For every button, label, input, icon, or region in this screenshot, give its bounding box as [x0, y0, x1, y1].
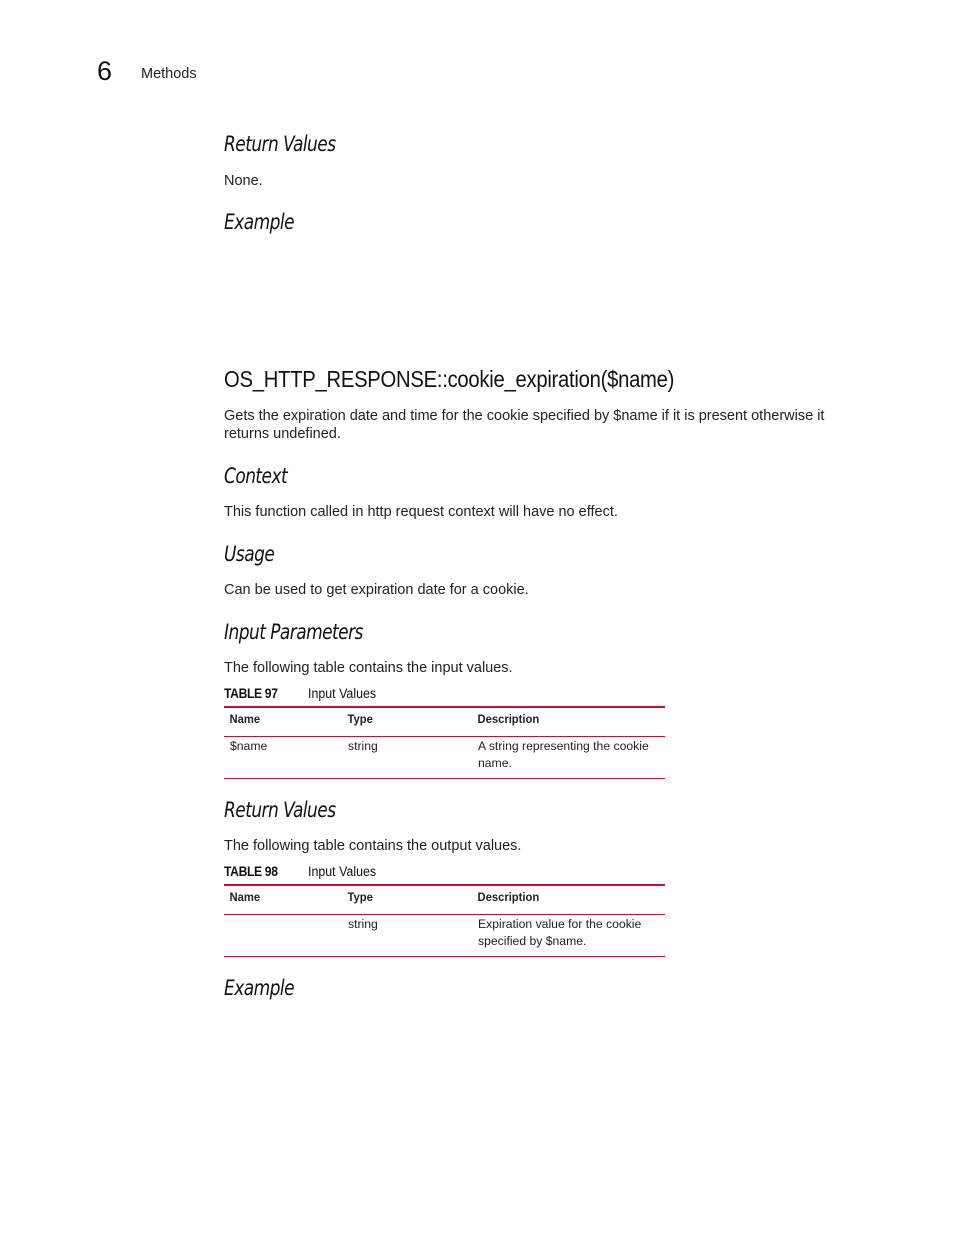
- input-parameters-heading: Input Parameters: [224, 620, 363, 644]
- chapter-title: Methods: [141, 66, 197, 82]
- table-97-title: Input Values: [308, 686, 377, 701]
- method-title: OS_HTTP_RESPONSE::cookie_expiration($name): [224, 366, 675, 392]
- table-row: [224, 915, 665, 956]
- usage-heading: Usage: [224, 542, 275, 566]
- return-values-text-2: The following table contains the output values.: [224, 838, 522, 854]
- column-header-name: Name: [229, 890, 261, 904]
- column-header-name: Name: [229, 712, 261, 726]
- column-header-description: Description: [477, 890, 540, 904]
- context-text: This function called in http request context will have no effect.: [224, 504, 618, 520]
- method-description: Gets the expiration date and time for the cookie specified by $name if it is present otherwise it returns undefined.: [224, 408, 825, 442]
- cell-name: $name: [230, 739, 268, 753]
- table-97-label: TABLE 97: [224, 686, 278, 701]
- cell-description: A string representing the cookie name.: [478, 739, 649, 770]
- cell-type: string: [348, 739, 378, 753]
- table-98-header-row: [224, 886, 665, 915]
- return-values-heading: Return Values: [224, 132, 336, 156]
- cell-type: string: [348, 917, 378, 931]
- table-98-caption: [224, 864, 382, 879]
- table-98-title: Input Values: [308, 864, 377, 879]
- usage-text: Can be used to get expiration date for a cookie.: [224, 582, 529, 598]
- return-values-heading-2: Return Values: [224, 798, 336, 822]
- example-heading-2: Example: [224, 976, 295, 1000]
- column-header-description: Description: [477, 712, 540, 726]
- context-heading: Context: [224, 464, 288, 488]
- table-97-header-row: [224, 708, 665, 737]
- table-98-label: TABLE 98: [224, 864, 278, 879]
- cell-name: [224, 916, 342, 950]
- table-98: [224, 884, 665, 957]
- table-row: [224, 737, 665, 778]
- return-values-text: None.: [224, 173, 263, 189]
- column-header-type: Type: [347, 712, 373, 726]
- cell-description: Expiration value for the cookie specified by $name.: [478, 917, 642, 948]
- input-parameters-text: The following table contains the input values.: [224, 660, 513, 676]
- example-heading: Example: [224, 210, 295, 234]
- chapter-number: 6: [97, 56, 113, 86]
- column-header-type: Type: [347, 890, 373, 904]
- table-97-caption: [224, 686, 382, 701]
- table-97: [224, 706, 665, 779]
